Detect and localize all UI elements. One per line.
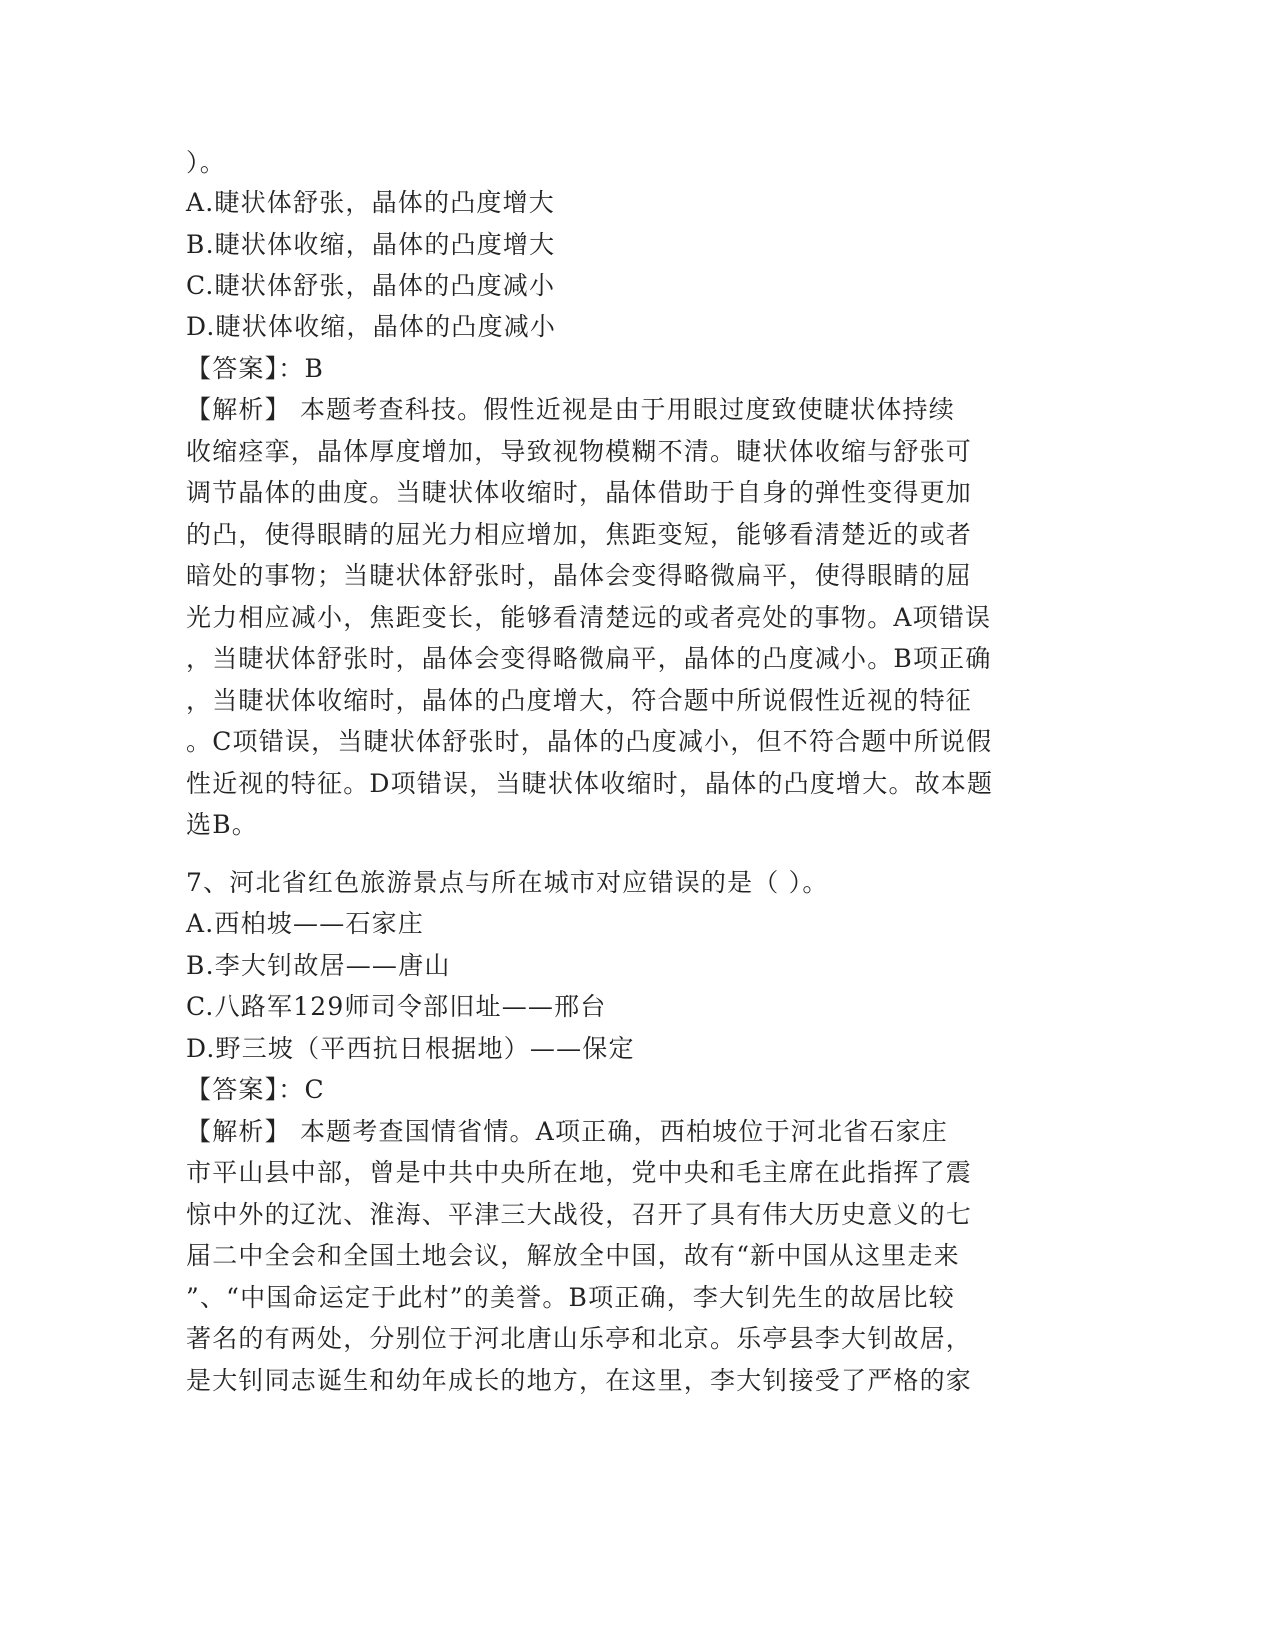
q7-option-b: B.李大钊故居——唐山 bbox=[186, 951, 451, 980]
q6-analysis-line: 【解析】 本题考查科技。假性近视是由于用眼过度致使睫状体持续 bbox=[186, 395, 955, 424]
q7-stem: 7、河北省红色旅游景点与所在城市对应错误的是（ ）。 bbox=[186, 868, 829, 897]
q6-stem-tail: ）。 bbox=[186, 148, 226, 177]
q6-analysis-line: 的凸，使得眼睛的屈光力相应增加，焦距变短，能够看清楚近的或者 bbox=[186, 520, 973, 549]
q6-analysis-line: ，当睫状体收缩时，晶体的凸度增大，符合题中所说假性近视的特征 bbox=[186, 686, 973, 715]
q7-analysis-line: 著名的有两处，分别位于河北唐山乐亭和北京。乐亭县李大钊故居， bbox=[186, 1324, 973, 1353]
q6-option-b: B.睫状体收缩，晶体的凸度增大 bbox=[186, 230, 556, 259]
q6-analysis-line: 选B。 bbox=[186, 810, 258, 839]
q7-analysis-line: ”、“中国命运定于此村”的美誉。B项正确，李大钊先生的故居比较 bbox=[186, 1283, 955, 1312]
q6-analysis-line: 收缩痉挛，晶体厚度增加，导致视物模糊不清。睫状体收缩与舒张可 bbox=[186, 437, 973, 466]
q7-option-c: C.八路军129师司令部旧址——邢台 bbox=[186, 992, 607, 1021]
q7-option-d: D.野三坡（平西抗日根据地）——保定 bbox=[186, 1034, 635, 1063]
q6-analysis-line: ，当睫状体舒张时，晶体会变得略微扁平，晶体的凸度减小。B项正确 bbox=[186, 644, 992, 673]
q6-answer: 【答案】：B bbox=[186, 354, 325, 383]
q7-answer: 【答案】：C bbox=[186, 1075, 325, 1104]
q6-option-a: A.睫状体舒张，晶体的凸度增大 bbox=[186, 188, 556, 217]
q7-option-a: A.西柏坡——石家庄 bbox=[186, 909, 425, 938]
q6-analysis-line: 光力相应减小，焦距变长，能够看清楚远的或者亮处的事物。A项错误 bbox=[186, 603, 992, 632]
q6-analysis-line: 调节晶体的曲度。当睫状体收缩时，晶体借助于自身的弹性变得更加 bbox=[186, 478, 973, 507]
q6-option-c: C.睫状体舒张，晶体的凸度减小 bbox=[186, 271, 556, 300]
q7-analysis-line: 市平山县中部，曾是中共中央所在地，党中央和毛主席在此指挥了震 bbox=[186, 1158, 973, 1187]
q6-option-d: D.睫状体收缩，晶体的凸度减小 bbox=[186, 312, 557, 341]
q6-analysis-line: 。C项错误，当睫状体舒张时，晶体的凸度减小，但不符合题中所说假 bbox=[186, 727, 993, 756]
q6-analysis-line: 暗处的事物；当睫状体舒张时，晶体会变得略微扁平，使得眼睛的屈 bbox=[186, 561, 973, 590]
q7-analysis-line: 惊中外的辽沈、淮海、平津三大战役，召开了具有伟大历史意义的七 bbox=[186, 1200, 973, 1229]
q7-analysis-line: 【解析】 本题考查国情省情。A项正确，西柏坡位于河北省石家庄 bbox=[186, 1117, 949, 1146]
q6-analysis-line: 性近视的特征。D项错误，当睫状体收缩时，晶体的凸度增大。故本题 bbox=[186, 769, 994, 798]
q7-analysis-line: 届二中全会和全国土地会议，解放全中国，故有“新中国从这里走来 bbox=[186, 1241, 960, 1270]
q7-analysis-line: 是大钊同志诞生和幼年成长的地方，在这里，李大钊接受了严格的家 bbox=[186, 1366, 973, 1395]
